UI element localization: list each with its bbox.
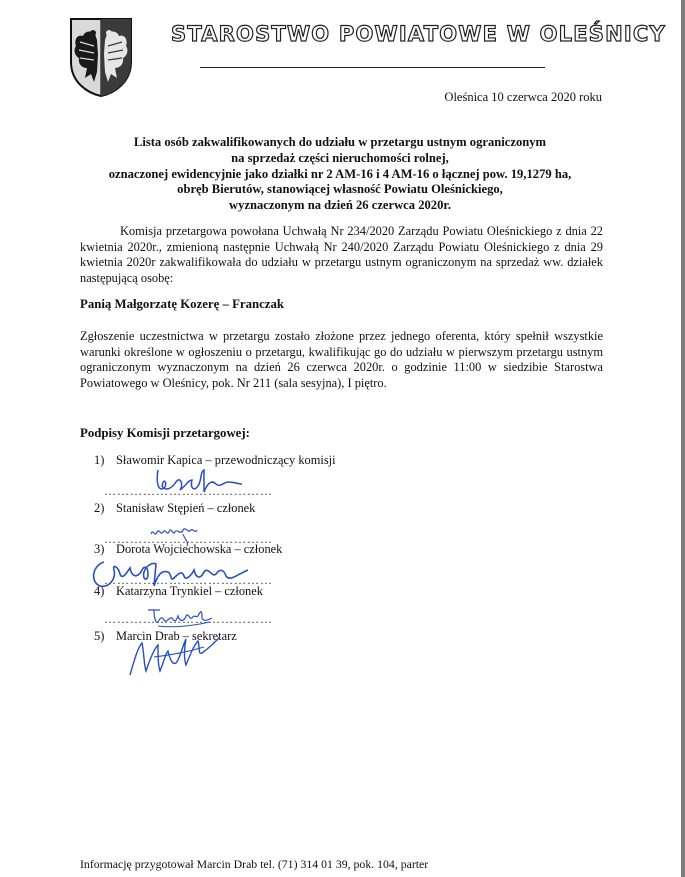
member-number: 4): [94, 584, 105, 598]
member-name: Marcin Drab – sekretarz: [116, 629, 237, 643]
handwritten-signature-5: [124, 625, 224, 681]
signatures-heading: Podpisy Komisji przetargowej:: [80, 426, 250, 440]
title-line: oznaczonej ewidencyjnie jako działki nr 2 AM-16 i 4 AM-16 o łącznej pow. 19,1279 ha,: [108, 166, 572, 181]
application-paragraph: Zgłoszenie uczestnictwa w przetargu zostało złożone przez jednego oferenta, który spełnił wszystkie warunki określone w ogłoszeniu o przetargu, kwalifikując go do udziału w pierwszym przetargu ustnym ograniczonym wyznaczonym na dzień 26 czerwca 2020r. o godzinie 11:00 w siedzibie Starostwa Powiatowego w Oleśnicy, pok. Nr 211 (sala sesyjna), I piętro.: [80, 329, 603, 390]
signature-line: …………………………………: [104, 612, 273, 626]
member-number: 5): [94, 629, 105, 643]
footer-note: Informację przygotował Marcin Drab tel. (71) 314 01 39, pok. 104, parter: [80, 857, 429, 871]
signature-line: …………………………………: [104, 573, 273, 587]
commission-paragraph: Komisja przetargowa powołana Uchwałą Nr 234/2020 Zarządu Powiatu Oleśnickiego z dnia 22 kwietnia 2020r., zmienioną następnie Uchwałą Nr 240/2020 Zarządu Powiatu Oleśnickiego z dnia 29 kwietnia 2020r zakwalifikowała do udziału w przetargu ustnym ograniczonym na sprzedaż ww. działek następującą osobę:: [80, 224, 603, 285]
member-number: 1): [94, 453, 105, 467]
document-title: [70, 135, 610, 214]
date-line: Oleśnica 10 czerwca 2020 roku: [444, 90, 602, 104]
title-line: wyznaczonym na dzień 26 czerwca 2020r.: [229, 198, 451, 213]
member-name: Sławomir Kapica – przewodniczący komisji: [116, 453, 336, 467]
member-number: 2): [94, 501, 105, 515]
title-line: Lista osób zakwalifikowanych do udziału w przetargu ustnym ograniczonym: [133, 135, 547, 149]
signature-line: …………………………………: [104, 484, 273, 498]
member-2: [94, 501, 255, 516]
title-line: na sprzedaż części nieruchomości rolnej,: [231, 150, 449, 165]
qualified-person: Panią Małgorzatę Kozerę – Franczak: [80, 297, 284, 311]
title-line: obręb Bierutów, stanowiącej własność Powiatu Oleśnickiego,: [177, 182, 503, 197]
member-name: Stanisław Stępień – członek: [116, 501, 256, 515]
coat-of-arms-icon: [67, 16, 135, 98]
member-name: Dorota Wojciechowska – członek: [116, 542, 283, 556]
member-name: Katarzyna Trynkiel – członek: [116, 584, 263, 598]
member-4: [94, 584, 263, 599]
office-name: STAROSTWO POWIATOWE W OLEŚNICY: [171, 22, 666, 46]
handwritten-signature-1: [150, 462, 245, 496]
signature-line: …………………………………: [104, 532, 273, 546]
header-divider: [200, 67, 545, 68]
member-number: 3): [94, 542, 105, 556]
page-edge-shadow: [681, 0, 685, 877]
